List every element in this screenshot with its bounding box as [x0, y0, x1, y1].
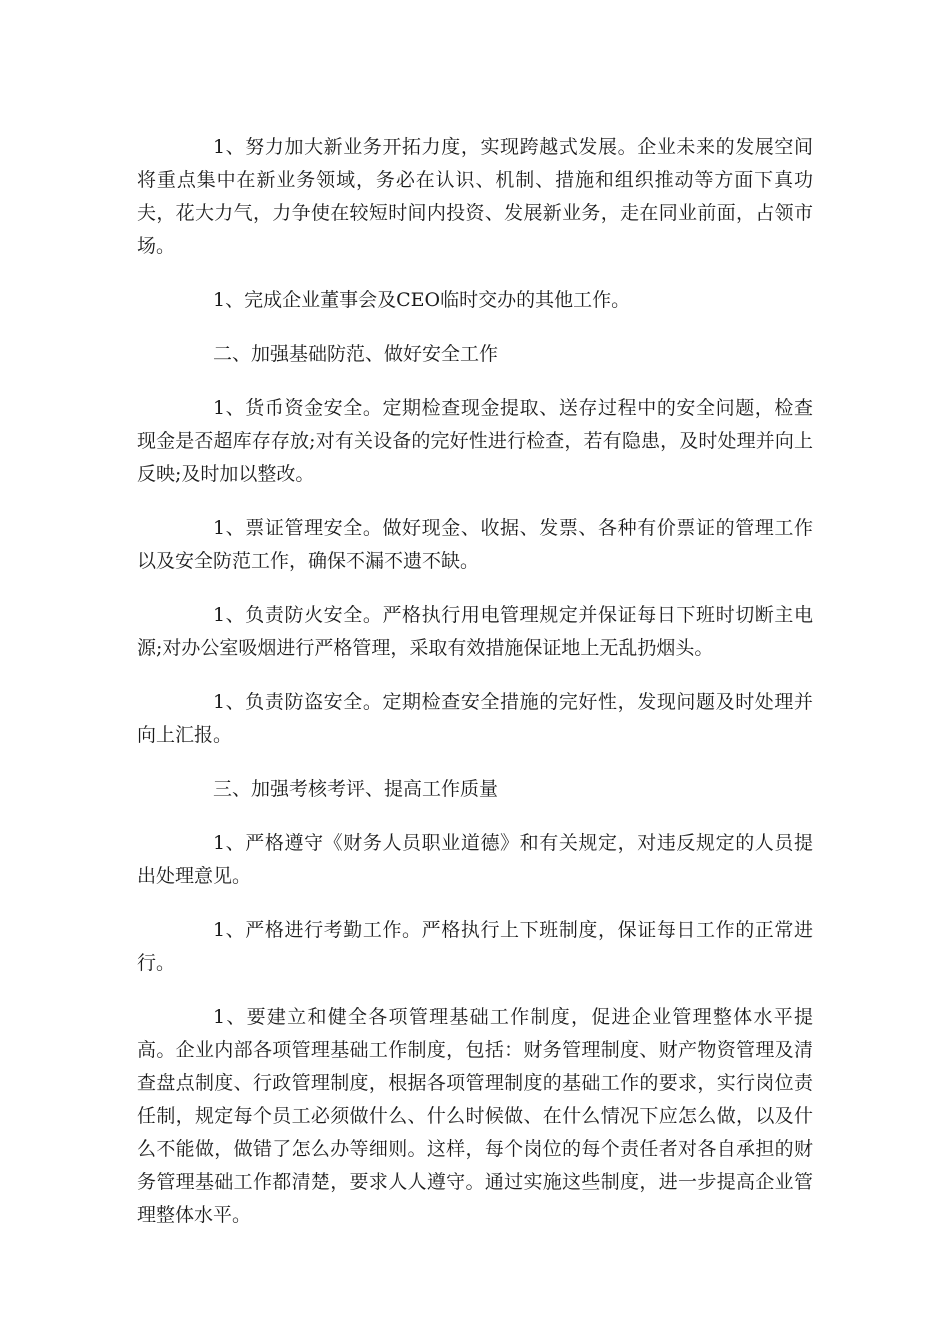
paragraph-attendance: 1、严格进行考勤工作。严格执行上下班制度，保证每日工作的正常进行。 — [137, 919, 813, 974]
paragraph-ethics: 1、严格遵守《财务人员职业道德》和有关规定，对违反规定的人员提出处理意见。 — [137, 832, 813, 887]
paragraph-new-business: 1、努力加大新业务开拓力度，实现跨越式发展。企业未来的发展空间将重点集中在新业务领域，务必在认识、机制、措施和组织推动等方面下真功夫，花大力气，力争使在较短时间内投资、发展新业务，走在同业前面，占领市场。 — [137, 136, 813, 257]
document-body — [137, 131, 813, 1253]
paragraph-cash-safety: 1、货币资金安全。定期检查现金提取、送存过程中的安全问题，检查现金是否超库存存放;对有关设备的完好性进行检查，若有隐患，及时处理并向上反映;及时加以整改。 — [137, 397, 813, 485]
paragraph-voucher-safety: 1、票证管理安全。做好现金、收据、发票、各种有价票证的管理工作以及安全防范工作，确保不漏不遗不缺。 — [137, 517, 813, 572]
paragraph-management-system: 1、要建立和健全各项管理基础工作制度，促进企业管理整体水平提高。企业内部各项管理基础工作制度，包括：财务管理制度、财产物资管理及清查盘点制度、行政管理制度，根据各项管理制度的基础工作的要求，实行岗位责任制，规定每个员工必须做什么、什么时候做、在什么情况下应怎么做，以及什么不能做，做错了怎么办等细则。这样，每个岗位的每个责任者对各自承担的财务管理基础工作都清楚，要求人人遵守。通过实施这些制度，进一步提高企业管理整体水平。 — [137, 1006, 813, 1226]
paragraph-fire-safety: 1、负责防火安全。严格执行用电管理规定并保证每日下班时切断主电源;对办公室吸烟进行严格管理，采取有效措施保证地上无乱扔烟头。 — [137, 604, 813, 659]
paragraph-theft-safety: 1、负责防盗安全。定期检查安全措施的完好性，发现问题及时处理并向上汇报。 — [137, 691, 813, 746]
paragraph-board-tasks: 1、完成企业董事会及CEO临时交办的其他工作。 — [213, 289, 631, 311]
section-heading-safety: 二、加强基础防范、做好安全工作 — [213, 343, 499, 365]
section-heading-assessment: 三、加强考核考评、提高工作质量 — [213, 778, 499, 800]
